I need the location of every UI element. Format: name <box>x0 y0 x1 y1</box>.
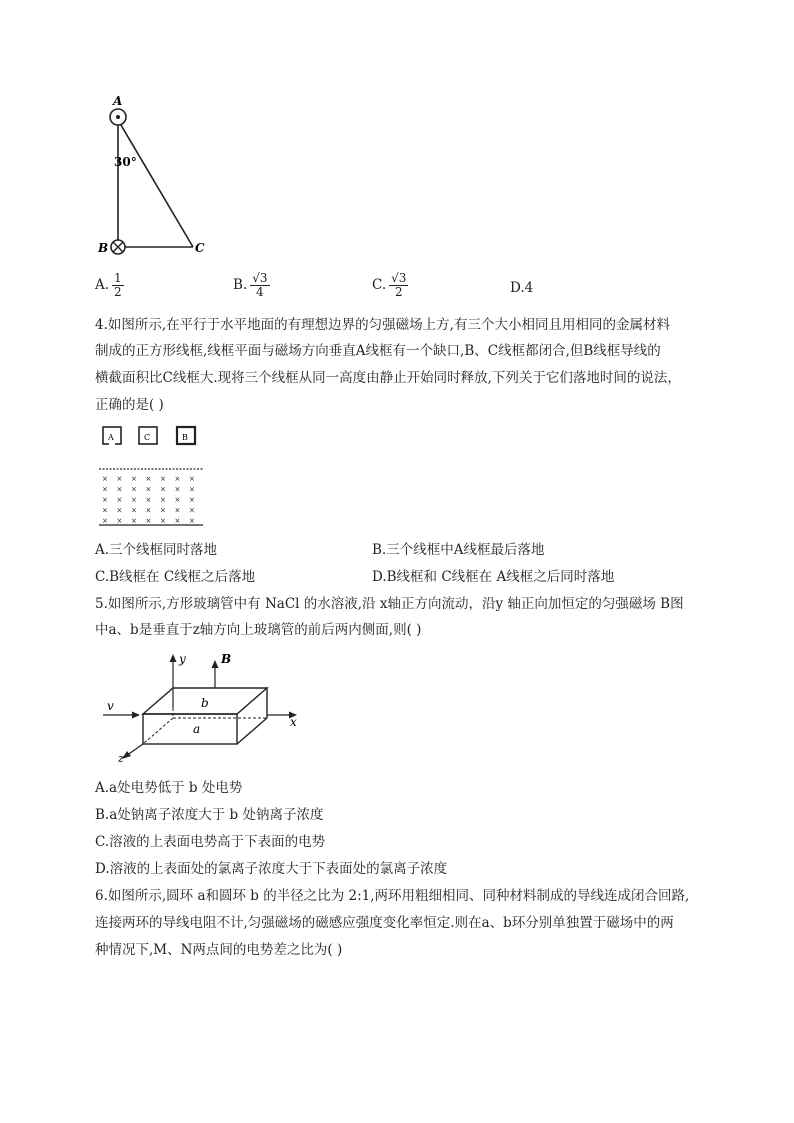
fraction: $\frac{1}{2}$ <box>114 271 122 299</box>
q4-stem-line-4: 正确的是( ) <box>95 397 164 413</box>
field-x-mark: × <box>131 496 137 504</box>
field-x-mark: × <box>174 475 181 483</box>
q5-glass-tube-figure <box>95 646 310 764</box>
q3-option-c: C. $\frac{√3}{2}$ <box>372 271 407 299</box>
q4-stem-line-1: 4.如图所示,在平行于水平地面的有理想边界的匀强磁场上方,有三个大小相同且用相同的金属材料 <box>95 317 670 333</box>
y-axis-arrow <box>170 654 177 662</box>
x-axis-label: x <box>290 715 297 729</box>
field-x-mark: × <box>189 496 195 504</box>
point-a-label: A <box>113 94 123 108</box>
field-x-mark: × <box>189 485 195 494</box>
y-axis-label: y <box>179 652 186 666</box>
q4-frames-field-figure <box>95 424 210 532</box>
q6-stem-line-1: 6.如图所示,圆环 a和圆环 b 的半径之比为 2:1,两环用粗细相同、同种材料制成的导线连成闭合回路, <box>95 888 690 904</box>
q5-option-b: B.a处钠离子浓度大于 b 处钠离子浓度 <box>95 807 324 823</box>
magnetic-field-arrow <box>212 660 219 668</box>
current-into-page-icon <box>111 240 125 254</box>
field-x-mark: × <box>160 517 166 525</box>
q4-option-c: C.B线框在 C线框之后落地 <box>95 569 256 585</box>
frame-a-label: A <box>108 433 114 442</box>
field-x-mark: × <box>189 506 195 515</box>
field-x-mark: × <box>189 475 195 483</box>
q5-option-d: D.溶液的上表面处的氯离子浓度大于下表面处的氯离子浓度 <box>95 861 448 877</box>
field-x-mark: × <box>116 496 123 504</box>
q5-option-a: A.a处电势低于 b 处电势 <box>95 780 243 796</box>
fraction: $\frac{√3}{2}$ <box>391 271 407 299</box>
q4-option-d: D.B线框和 C线框在 A线框之后同时落地 <box>372 569 615 585</box>
q4-stem-line-3: 横截面积比C线框大.现将三个线框从同一高度由静止开始同时释放,下列关于它们落地时间的说法， <box>95 370 681 386</box>
field-x-mark: × <box>145 496 152 504</box>
field-x-mark: × <box>160 475 166 483</box>
frame-b-label: B <box>182 433 188 442</box>
q5-stem-line-1: 5.如图所示,方形玻璃管中有 NaCl 的水溶液,沿 x轴正方向流动，沿y 轴正向加恒定的匀强磁场 B图 <box>95 596 684 612</box>
q3-triangle-figure <box>95 92 220 262</box>
field-x-mark: × <box>145 475 152 483</box>
field-x-mark: × <box>131 485 137 494</box>
field-x-mark: × <box>102 496 108 504</box>
point-c-label: C <box>195 241 205 255</box>
field-x-mark: × <box>116 475 123 483</box>
field-x-mark: × <box>102 517 108 525</box>
field-x-mark: × <box>160 506 166 515</box>
field-b-label: B <box>221 652 232 666</box>
field-x-mark: × <box>102 506 108 515</box>
field-x-mark: × <box>174 485 181 494</box>
q5-option-c: C.溶液的上表面电势高于下表面的电势 <box>95 834 326 850</box>
field-x-mark: × <box>189 517 195 525</box>
q3-option-a: A. $\frac{1}{2}$ <box>95 271 122 299</box>
face-b-label: b <box>201 696 209 710</box>
field-x-mark: × <box>102 485 108 494</box>
angle-label: 30° <box>114 155 137 169</box>
q6-stem-line-2: 连接两环的导线电阻不计,匀强磁场的磁感应强度变化率恒定.则在a、b环分别单独置于磁场中的两 <box>95 915 674 931</box>
field-x-mark: × <box>145 506 152 515</box>
field-x-mark: × <box>160 496 166 504</box>
field-x-mark: × <box>174 496 181 504</box>
field-x-mark: × <box>131 517 137 525</box>
face-a-label: a <box>193 722 201 736</box>
velocity-label: v <box>107 699 114 713</box>
field-x-mark: × <box>131 475 137 483</box>
field-x-mark: × <box>174 517 181 525</box>
field-x-mark: × <box>131 506 137 515</box>
q4-option-a: A.三个线框同时落地 <box>95 542 218 558</box>
magnetic-field-into-page <box>102 475 195 525</box>
q3-option-d: D.4 <box>510 280 534 296</box>
field-x-mark: × <box>174 506 181 515</box>
field-x-mark: × <box>116 517 123 525</box>
field-x-mark: × <box>145 517 152 525</box>
q3-option-b: B. $\frac{√3}{4}$ <box>233 271 268 299</box>
field-x-mark: × <box>145 485 152 494</box>
q4-stem-line-2: 制成的正方形线框,线框平面与磁场方向垂直A线框有一个缺口,B、C线框都闭合,但B线框导线的 <box>95 343 661 359</box>
frame-c-label: C <box>144 433 151 442</box>
current-out-of-page-icon <box>110 109 126 125</box>
q4-option-b: B.三个线框中A线框最后落地 <box>372 542 545 558</box>
fraction: $\frac{√3}{4}$ <box>252 271 268 299</box>
z-axis-label: z <box>118 752 124 764</box>
field-x-mark: × <box>102 475 108 483</box>
field-x-mark: × <box>116 506 123 515</box>
q5-stem-line-2: 中a、b是垂直于z轴方向上玻璃管的前后两内侧面,则( ) <box>95 622 422 638</box>
point-b-label: B <box>98 241 109 255</box>
q6-stem-line-3: 种情况下,M、N两点间的电势差之比为( ) <box>95 942 343 958</box>
field-x-mark: × <box>116 485 123 494</box>
field-x-mark: × <box>160 485 166 494</box>
velocity-arrow <box>132 712 140 719</box>
